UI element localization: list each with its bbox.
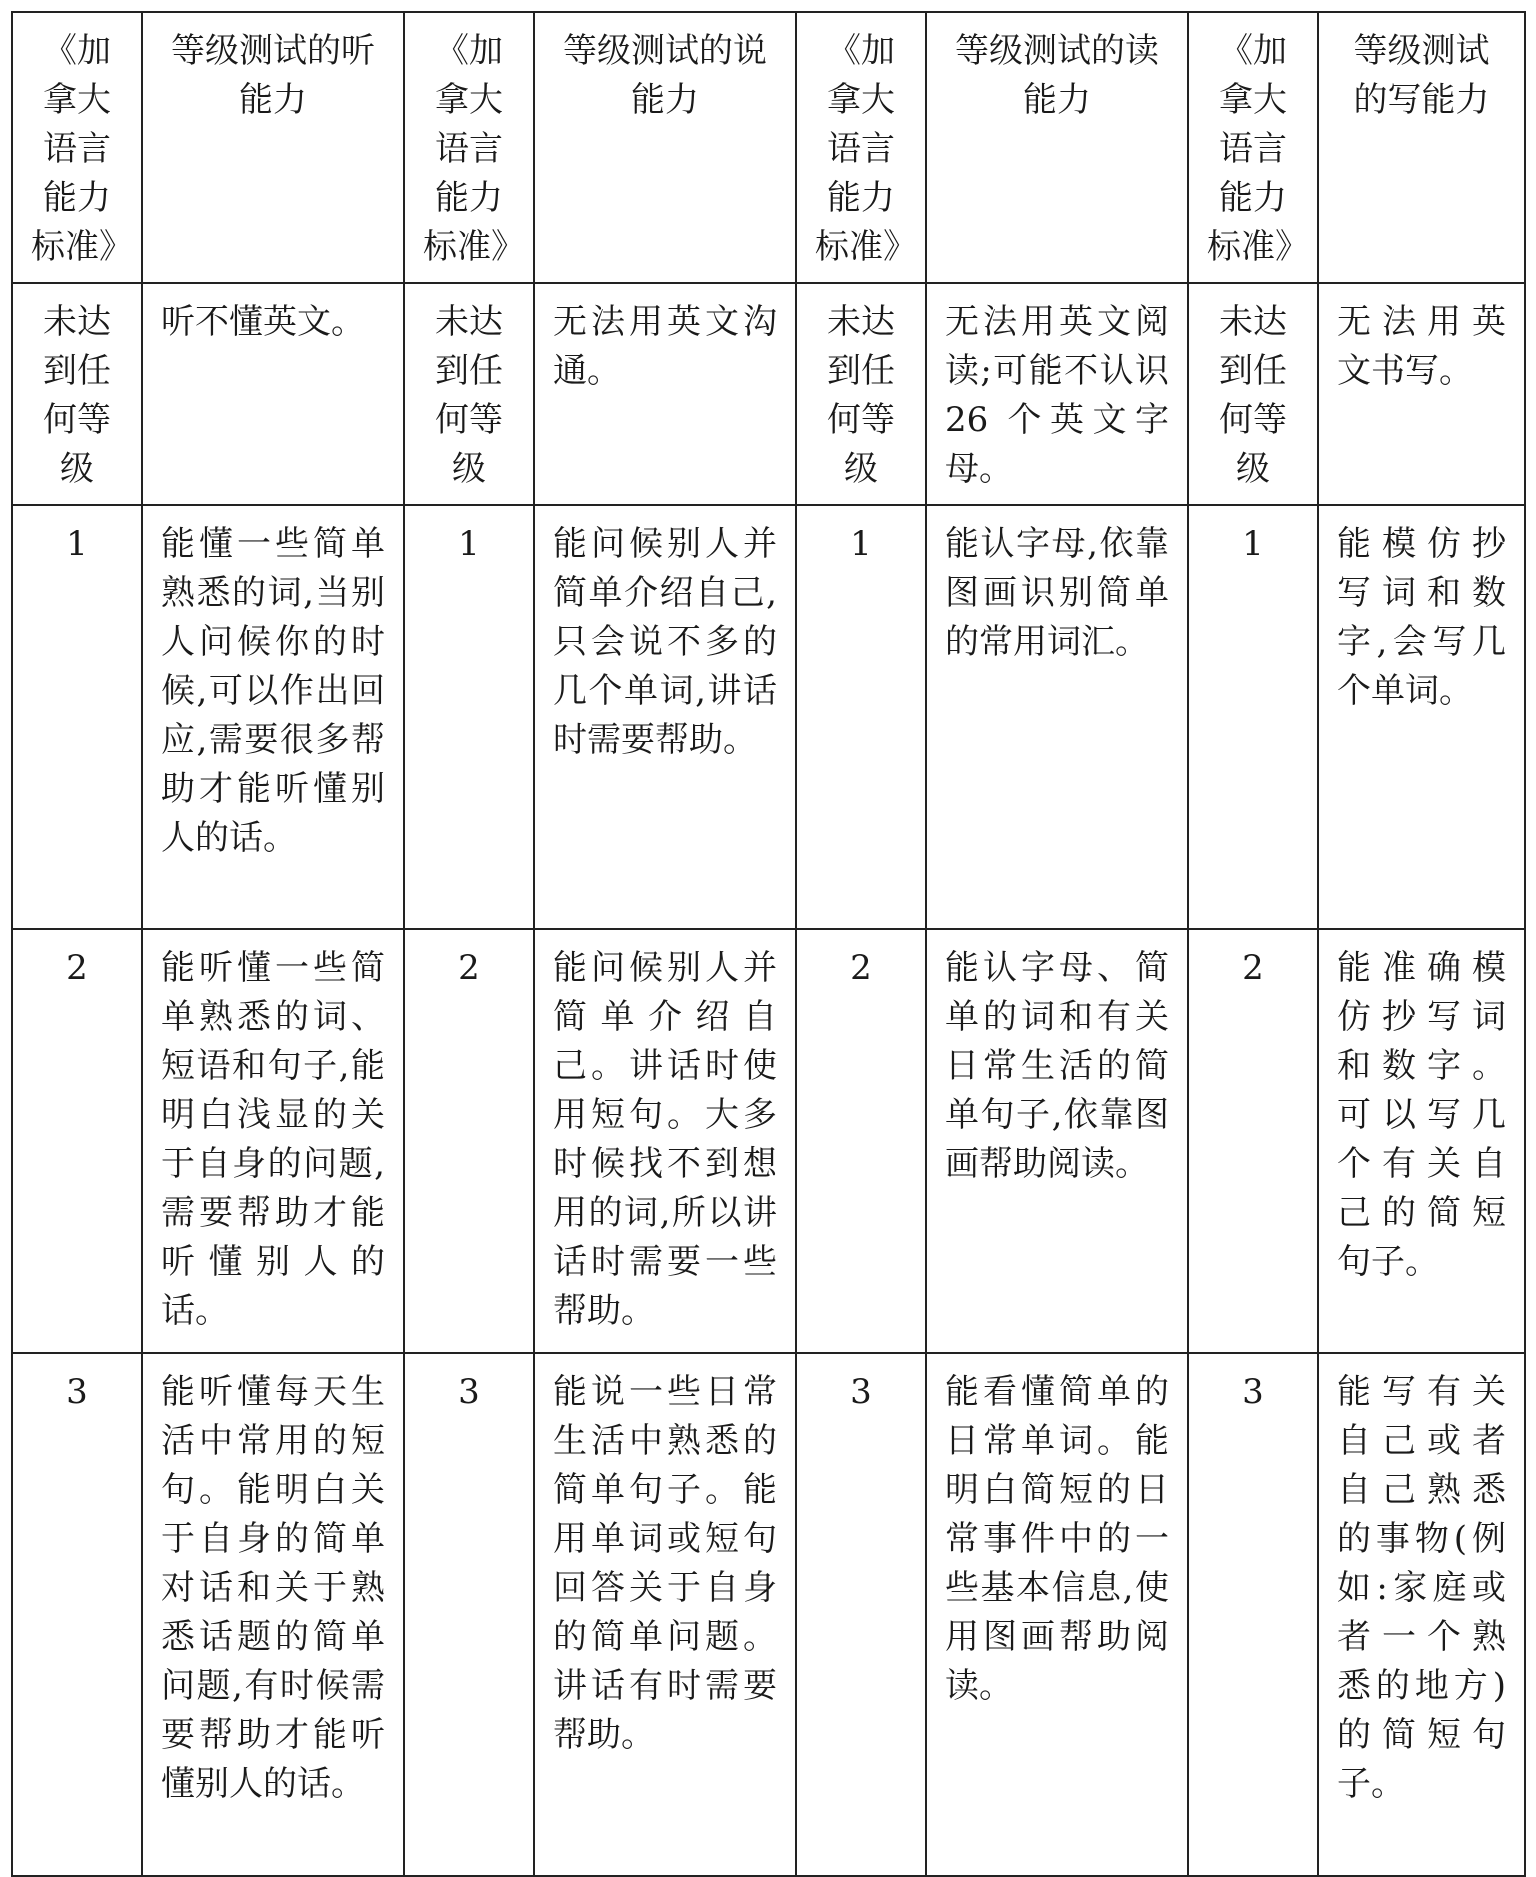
writing-description: 能准确模仿抄写词和数字。可以写几个有关自己的简短句子。 [1318,929,1525,1353]
level-cell: 未达到任何等级 [404,283,534,505]
standard-header-speaking: 《加拿大语言能力标准》 [404,12,534,283]
level-cell: 1 [12,505,142,929]
level-cell: 2 [12,929,142,1353]
speaking-description: 无法用英文沟通。 [534,283,796,505]
level-cell: 3 [796,1353,926,1876]
level-cell: 未达到任何等级 [12,283,142,505]
listening-description: 能懂一些简单熟悉的词,当别人问候你的时候,可以作出回应,需要很多帮助才能听懂别人的话。 [142,505,404,929]
reading-description: 能认字母、简单的词和有关日常生活的简单句子,依靠图画帮助阅读。 [926,929,1188,1353]
level-cell: 1 [1188,505,1318,929]
header-row [12,12,1525,283]
level-cell: 2 [1188,929,1318,1353]
speaking-description: 能问候别人并简单介绍自己。讲话时使用短句。大多时候找不到想用的词,所以讲话时需要一些帮助。 [534,929,796,1353]
skill-header-speaking: 等级测试的说能力 [534,12,796,283]
speaking-description: 能说一些日常生活中熟悉的简单句子。能用单词或短句回答关于自身的简单问题。讲话有时需要帮助。 [534,1353,796,1876]
level-cell: 3 [1188,1353,1318,1876]
listening-description: 能听懂一些简单熟悉的词、短语和句子,能明白浅显的关于自身的问题,需要帮助才能听懂别人的话。 [142,929,404,1353]
level-cell: 2 [796,929,926,1353]
reading-description: 无法用英文阅读;可能不认识 26 个英文字母。 [926,283,1188,505]
table-row [12,283,1525,505]
table-row [12,1353,1525,1876]
listening-description: 能听懂每天生活中常用的短句。能明白关于自身的简单对话和关于熟悉话题的简单问题,有时候需要帮助才能听懂别人的话。 [142,1353,404,1876]
reading-description: 能看懂简单的日常单词。能明白简短的日常事件中的一些基本信息,使用图画帮助阅读。 [926,1353,1188,1876]
level-cell: 1 [796,505,926,929]
reading-description: 能认字母,依靠图画识别简单的常用词汇。 [926,505,1188,929]
standard-header-listening: 《加拿大语言能力标准》 [12,12,142,283]
level-cell: 2 [404,929,534,1353]
speaking-description: 能问候别人并简单介绍自己,只会说不多的几个单词,讲话时需要帮助。 [534,505,796,929]
standard-header-reading: 《加拿大语言能力标准》 [796,12,926,283]
skill-header-listening: 等级测试的听能力 [142,12,404,283]
writing-description: 能模仿抄写词和数字,会写几个单词。 [1318,505,1525,929]
skill-header-reading: 等级测试的读能力 [926,12,1188,283]
writing-description: 无法用英文书写。 [1318,283,1525,505]
level-cell: 未达到任何等级 [1188,283,1318,505]
language-level-table [11,11,1526,1877]
skill-header-writing: 等级测试的写能力 [1318,12,1525,283]
listening-description: 听不懂英文。 [142,283,404,505]
level-cell: 3 [12,1353,142,1876]
writing-description: 能写有关自己或者自己熟悉的事物(例如:家庭或者一个熟悉的地方)的简短句子。 [1318,1353,1525,1876]
level-cell: 3 [404,1353,534,1876]
standard-header-writing: 《加拿大语言能力标准》 [1188,12,1318,283]
table-row [12,929,1525,1353]
level-cell: 未达到任何等级 [796,283,926,505]
table-row [12,505,1525,929]
level-cell: 1 [404,505,534,929]
